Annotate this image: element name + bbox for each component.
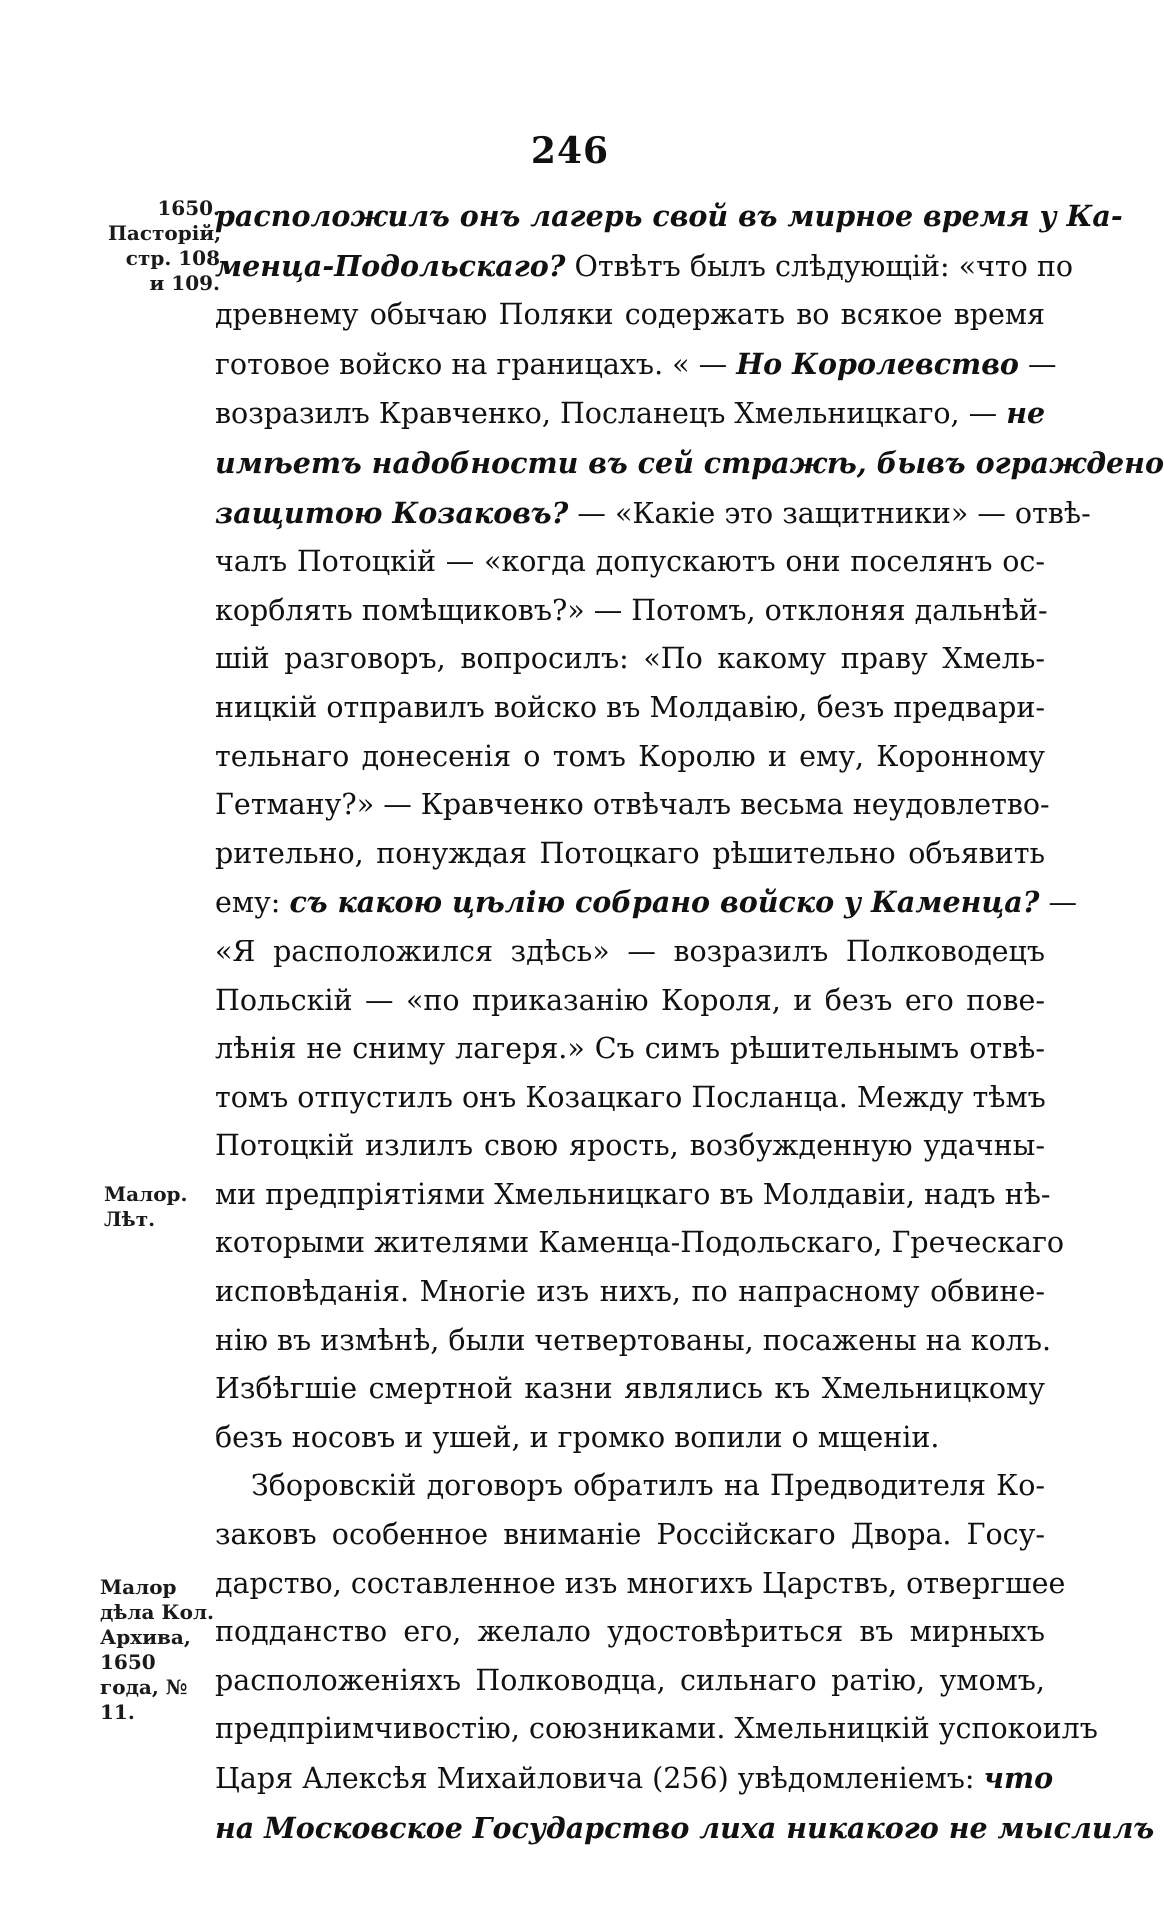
margin-note-archive: Малор дѣла Кол. Архива, 1650 года, № 11. xyxy=(100,1575,215,1724)
text-segment: — xyxy=(1039,886,1077,920)
text-line xyxy=(215,538,1045,587)
text-line xyxy=(215,1219,1065,1268)
text-line xyxy=(215,242,1074,292)
text-line xyxy=(215,291,1045,340)
text-line xyxy=(215,977,1045,1026)
text-line xyxy=(215,1705,1098,1754)
text-segment: подданство его, желало удостовѣриться въ мирныхъ xyxy=(215,1615,1045,1649)
italic-text: Но Королевство xyxy=(736,346,1019,381)
text-segment: — «Какіе это защитники» — отвѣ- xyxy=(568,496,1091,530)
text-segment: Царя Алексѣя Михайловича (256) увѣдомленіемъ: xyxy=(215,1762,984,1795)
text-line xyxy=(215,1268,1045,1317)
text-line xyxy=(215,587,1048,636)
text-segment: Гетману?» — Кравченко отвѣчалъ весьма неудовлетво- xyxy=(215,788,1050,822)
text-line xyxy=(215,1560,1066,1609)
text-segment: заковъ особенное вниманіе Россійскаго Двора. Госу- xyxy=(215,1518,1045,1552)
text-segment: Отвѣтъ былъ слѣдующій: «что по xyxy=(565,249,1074,283)
text-segment: — xyxy=(1018,347,1057,381)
text-line xyxy=(215,733,1045,782)
text-segment: готовое войско на границахъ. « — xyxy=(215,347,737,381)
text-segment: которыми жителями Каменца-Подольскаго, Греческаго xyxy=(215,1226,1065,1260)
italic-text: не xyxy=(1006,396,1046,431)
text-line xyxy=(215,684,1045,733)
text-segment: ницкій отправилъ войско въ Молдавію, безъ предвари- xyxy=(215,690,1045,724)
text-line xyxy=(215,1804,1155,1854)
text-segment: Избѣгшіе смертной казни являлись къ Хмельницкому xyxy=(215,1372,1045,1406)
italic-text: имѣетъ надобности въ сей стражѣ, бывъ ограждено xyxy=(215,445,1164,480)
text-line xyxy=(215,1414,1045,1463)
text-segment: ему: xyxy=(215,886,290,920)
text-line xyxy=(215,1074,1045,1123)
text-segment: лѣнія не сниму лагеря.» Съ симъ рѣшительнымъ отвѣ- xyxy=(215,1032,1045,1066)
text-line xyxy=(215,878,1077,928)
body-text xyxy=(215,192,1164,1853)
text-line xyxy=(215,439,1164,489)
text-line xyxy=(215,1365,1045,1414)
text-line xyxy=(215,1122,1045,1171)
text-segment: чалъ Потоцкій — «когда допускаютъ они поселянъ ос- xyxy=(215,545,1045,579)
text-segment: Потоцкій излилъ свою ярость, возбужденную удачны- xyxy=(215,1129,1045,1163)
italic-text: на Московское Государство лиха никакого не мыслилъ xyxy=(215,1810,1155,1845)
page-number: 246 xyxy=(530,130,610,172)
text-line xyxy=(215,1657,1045,1706)
text-segment: древнему обычаю Поляки содержать во всякое время xyxy=(215,298,1045,332)
text-segment: дарство, составленное изъ многихъ Царствъ, отвергшее xyxy=(215,1566,1066,1600)
text-line xyxy=(215,1754,1054,1804)
text-segment: «Я расположился здѣсь» — возразилъ Полководецъ xyxy=(215,934,1045,968)
text-segment: ми предпріятіями Хмельницкаго въ Молдавіи, надъ нѣ- xyxy=(215,1177,1051,1211)
text-line xyxy=(215,489,1091,539)
text-segment: Зборовскій договоръ обратилъ на Предводителя Ко- xyxy=(251,1469,1045,1503)
italic-text: менца-Подольскаго? xyxy=(215,248,566,283)
italic-text: расположилъ онъ лагерь свой въ мирное время у Ка- xyxy=(215,199,1123,233)
text-segment: возразилъ Кравченко, Посланецъ Хмельницкаго, — xyxy=(215,397,1007,431)
margin-note-pastorius: 1650. Пасторій, стр. 108 и 109. xyxy=(108,196,222,295)
text-line xyxy=(215,1025,1045,1074)
text-line xyxy=(215,928,1045,977)
italic-text: защитою Козаковъ? xyxy=(215,495,569,530)
italic-text: что xyxy=(983,1761,1054,1795)
text-line xyxy=(215,830,1045,879)
text-segment: томъ отпустилъ онъ Козацкаго Посланца. Между тѣмъ xyxy=(215,1080,1046,1114)
text-line xyxy=(215,192,1123,242)
text-segment: исповѣданія. Многіе изъ нихъ, по напрасному обвине- xyxy=(215,1275,1045,1309)
text-segment: корблять помѣщиковъ?» — Потомъ, отклоняя дальнѣй- xyxy=(215,593,1048,627)
text-segment: тельнаго донесенія о томъ Королю и ему, Коронному xyxy=(215,739,1045,773)
italic-text: съ какою цѣлію собрано войско у Каменца? xyxy=(289,885,1040,920)
text-line xyxy=(215,1608,1045,1657)
text-segment: предпріимчивостію, союзниками. Хмельницкій успокоилъ xyxy=(215,1712,1098,1746)
text-line xyxy=(215,1462,1045,1511)
text-segment: безъ носовъ и ушей, и громко вопили о мщеніи. xyxy=(215,1420,940,1454)
margin-note-malor-let: Малор. Лѣт. xyxy=(104,1182,188,1231)
text-segment: нію въ измѣнѣ, были четвертованы, посажены на колъ. xyxy=(215,1323,1052,1357)
text-line xyxy=(215,1511,1045,1560)
text-line xyxy=(215,635,1045,684)
text-segment: Польскій — «по приказанію Короля, и безъ его пове- xyxy=(215,983,1045,1017)
text-segment: шій разговоръ, вопросилъ: «По какому праву Хмель- xyxy=(215,642,1045,676)
text-line xyxy=(215,340,1057,390)
text-line xyxy=(215,389,1045,439)
text-segment: расположеніяхъ Полководца, сильнаго ратію, умомъ, xyxy=(215,1663,1045,1697)
text-line xyxy=(215,1171,1051,1220)
text-line xyxy=(215,1317,1052,1366)
text-line xyxy=(215,781,1050,830)
text-segment: рительно, понуждая Потоцкаго рѣшительно объявить xyxy=(215,836,1045,870)
